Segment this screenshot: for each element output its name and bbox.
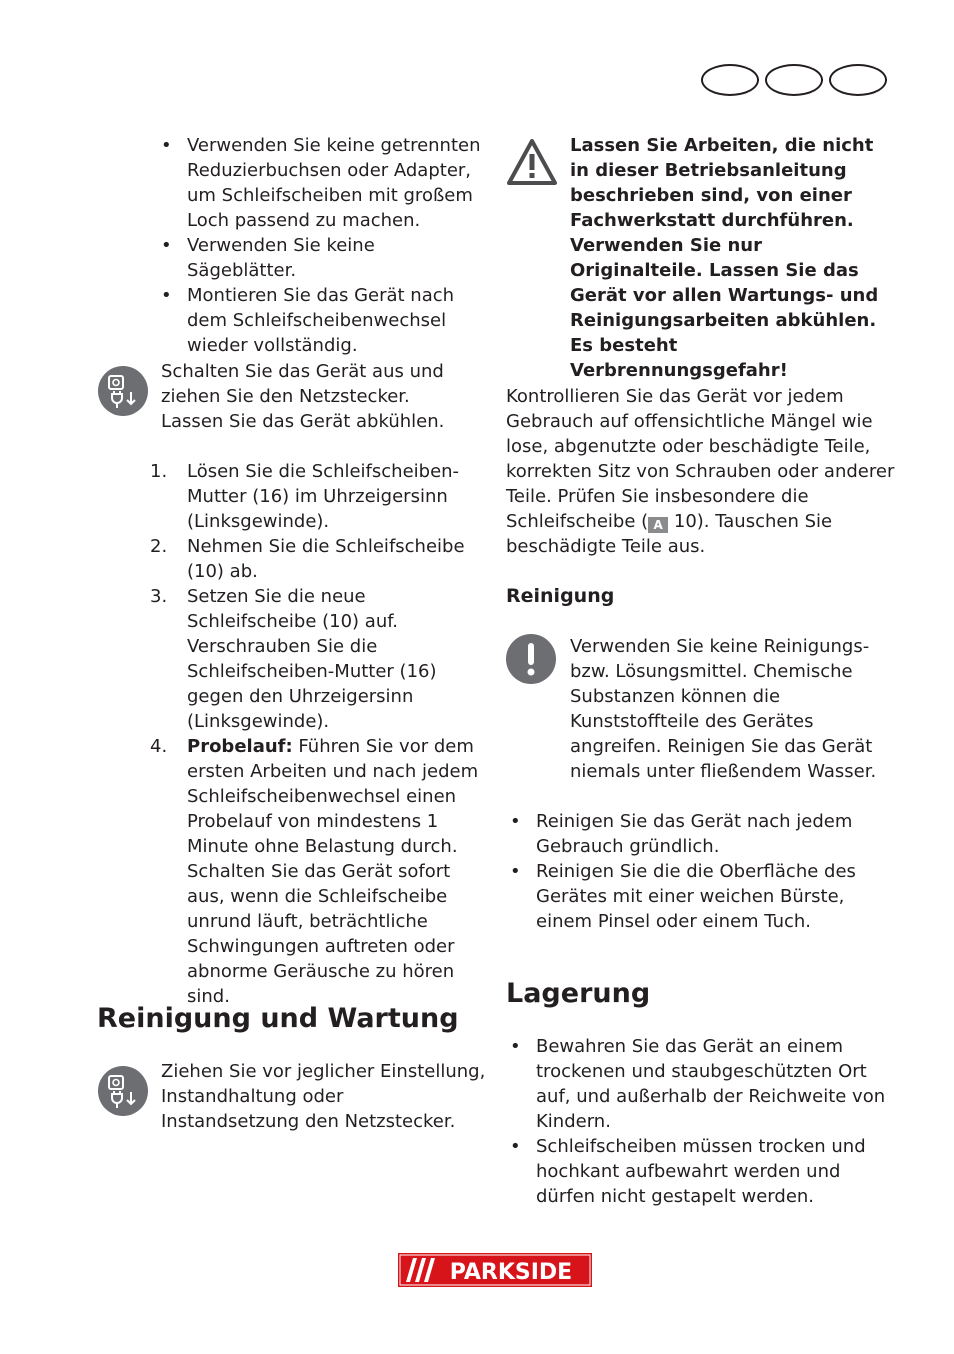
list-item: • Reinigen Sie das Gerät nach jedem Gebrauch gründlich.	[506, 809, 891, 859]
section-title: Reinigung und Wartung	[97, 1003, 459, 1034]
language-oval	[701, 64, 759, 96]
warning-triangle-icon	[506, 138, 558, 186]
step-number: 2.	[150, 536, 168, 557]
step-text: Nehmen Sie die Schleifscheibe (10) ab.	[187, 536, 465, 582]
inspection-paragraph	[506, 384, 896, 559]
step-item	[150, 459, 482, 534]
inspection-text: Kontrollieren Sie das Gerät vor jedem Gebrauch auf offensichtliche Mängel wie lose, abgenutzte oder beschädigte Teile, korrekten Sitz von Schrauben oder anderer Teile. Prüfen Sie insbesondere die Schleifscheibe (	[506, 386, 895, 532]
parkside-logo	[398, 1253, 592, 1287]
list-item: • Verwenden Sie keine Sägeblätter.	[157, 233, 487, 283]
language-oval	[765, 64, 823, 96]
top-bullet-list	[157, 133, 487, 358]
language-ovals	[701, 64, 889, 100]
step-number: 1.	[150, 461, 168, 482]
warning-text: Lassen Sie Arbeiten, die nicht in dieser Betriebsanleitung beschrieben sind, von einer Fachwerkstatt durchführen. Verwenden Sie nur Originalteile. Lassen Sie das Gerät vor allen Wartungs- und Reinigungsarbeiten abkühlen. Es besteht Verbrennungsgefahr!	[570, 135, 879, 381]
note-line: Lassen Sie das Gerät abkühlen.	[161, 411, 445, 432]
storage-heading: Lagerung	[506, 978, 651, 1009]
unplug-note	[161, 359, 486, 434]
step-item	[150, 734, 482, 1009]
exclamation-icon	[506, 634, 556, 684]
unplug-icon	[98, 1066, 148, 1116]
step-text: Lösen Sie die Schleifscheiben-Mutter (16) im Uhrzeigersinn (Linksgewinde).	[187, 461, 460, 532]
list-item: • Montieren Sie das Gerät nach dem Schleifscheibenwechsel wieder vollständig.	[157, 283, 487, 358]
list-item: • Verwenden Sie keine getrennten Reduzierbuchsen oder Adapter, um Schleifscheiben mit großem Loch passend zu machen.	[157, 133, 487, 233]
cleaning-note-text: Verwenden Sie keine Reinigungs- bzw. Lösungsmittel. Chemische Substanzen können die Kunststoffteile des Gerätes angreifen. Reinigen Sie das Gerät niemals unter fließendem Wasser.	[570, 636, 877, 782]
step-text: Setzen Sie die neue Schleifscheibe (10) auf. Verschrauben Sie die Schleifscheiben-Mutter (16) gegen den Uhrzeigersinn (Linksgewinde).	[187, 586, 437, 732]
step-4-list	[150, 734, 482, 1009]
language-oval	[829, 64, 887, 96]
step-item	[150, 534, 482, 584]
note-line: Schalten Sie das Gerät aus und ziehen Sie den Netzstecker.	[161, 361, 444, 407]
step-number: 4.	[150, 736, 168, 757]
step-label: Probelauf:	[187, 736, 293, 757]
list-item: • Reinigen Sie die die Oberfläche des Gerätes mit einer weichen Bürste, einem Pinsel oder einem Tuch.	[506, 859, 891, 934]
cleaning-heading: Reinigung	[506, 585, 615, 607]
logo-text: PARKSIDE	[449, 1260, 573, 1285]
unplug-icon	[98, 366, 148, 416]
steps-list	[150, 459, 482, 734]
step-item	[150, 584, 482, 734]
step-text: Führen Sie vor dem ersten Arbeiten und nach jedem Schleifscheibenwechsel einen Probelauf von mindestens 1 Minute ohne Belastung durch. Schalten Sie das Gerät sofort aus, wenn die Schleifscheibe unrund läuft, beträchtliche Schwingungen auftreten oder abnorme Geräusche zu hören sind.	[187, 736, 479, 1007]
figure-ref-badge: A	[648, 517, 668, 533]
step-number: 3.	[150, 586, 168, 607]
list-item: • Bewahren Sie das Gerät an einem trockenen und staubgeschützten Ort auf, und außerhalb der Reichweite von Kindern.	[506, 1034, 891, 1134]
inspection-text-end: 10). Tauschen Sie beschädigte Teile aus.	[506, 511, 833, 557]
list-item: • Schleifscheiben müssen trocken und hochkant aufbewahrt werden und dürfen nicht gestapelt werden.	[506, 1134, 891, 1209]
cleaning-bullet-list	[506, 809, 891, 934]
storage-bullet-list	[506, 1034, 891, 1209]
unplug-note-text: Ziehen Sie vor jeglicher Einstellung, Instandhaltung oder Instandsetzung den Netzstecker.	[161, 1061, 486, 1132]
